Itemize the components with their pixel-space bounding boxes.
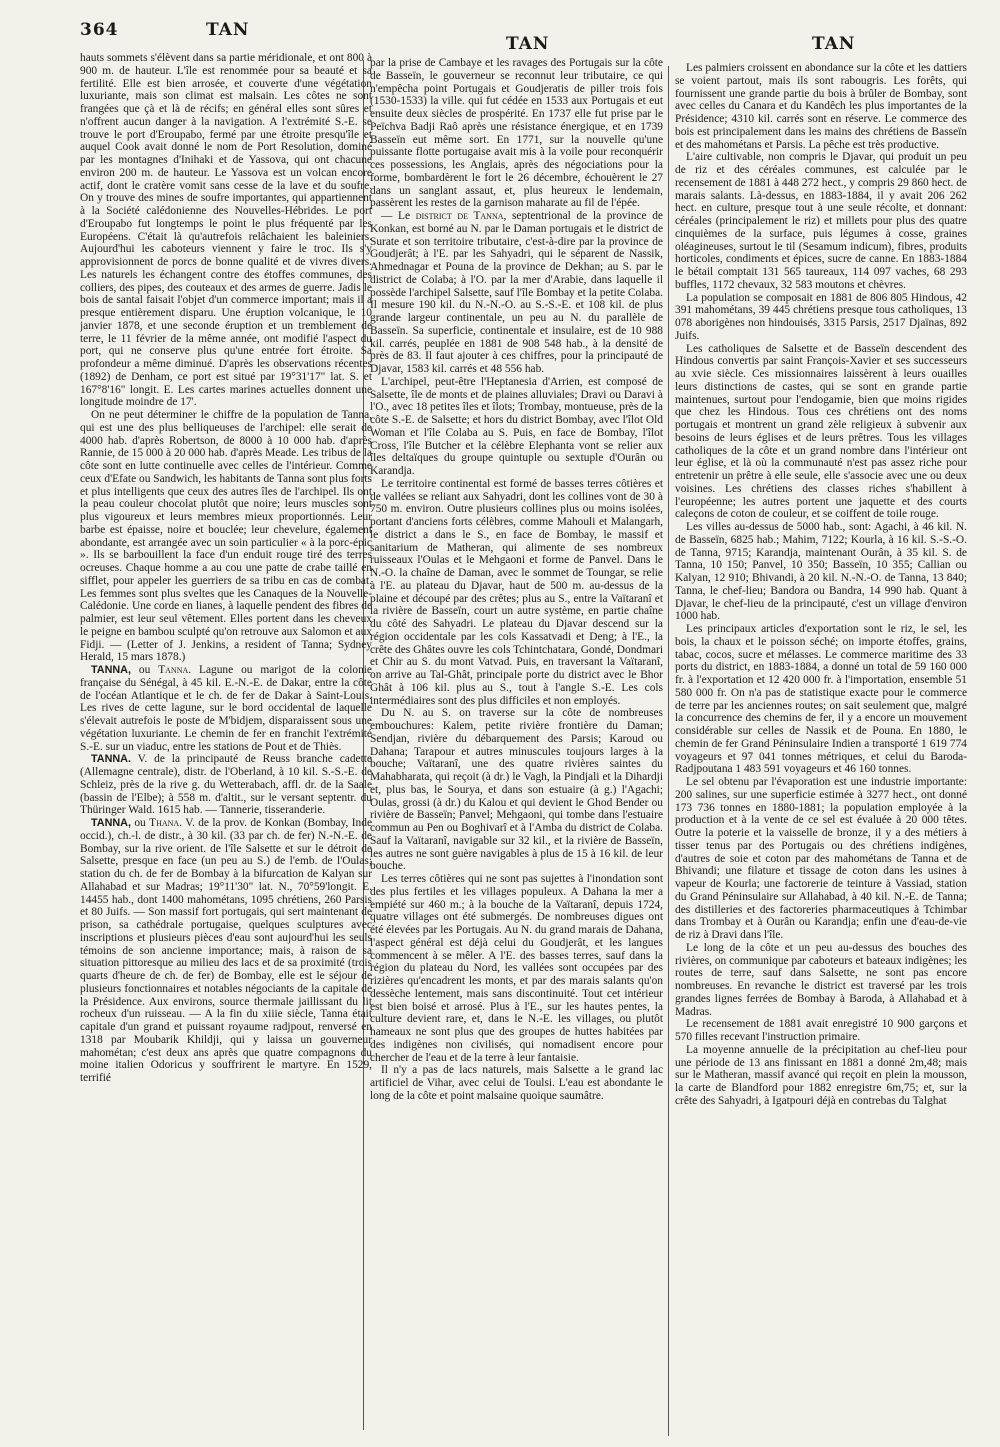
paragraph: La population se composait en 1881 de 806 805 Hindous, 42 391 mahométans, 39 445 chrétiens presque tous catholiques, 13 078 aborigènes non hindouisés, 3315 Parsis, 2517 Djaïnas, 892 Juifs. <box>675 291 967 342</box>
paragraph: L'archipel, peut-être l'Heptanesia d'Arrien, est composé de Salsette, île de monts et de plaines alluviales; Dravi ou Daravi à l'O., avec 18 petites îles et îlots; Trombay, montueuse, près de la côte S.-E. de Salsette; et hors du district Bombay, avec l'îlot Old Woman et l'île Colaba au S. Puis, en face de Bombay, l'îlot Cross, l'île Butcher et la célèbre Elephanta vont se relier aux îles deltaïques du groupe quintuple ou sextuple d'Ourân ou Karandja. <box>370 375 663 477</box>
paragraph: Le long de la côte et un peu au-dessus des bouches des rivières, on communique par caboteurs et bateaux indigènes; les routes de terre, sauf dans Salsette, ne sont pas encore nombreuses. En revanche le district est traversé par les trois grandes lignes ferrées de Bombay à Baroda, à Allahabad et à Madras. <box>675 941 967 1018</box>
paragraph: hauts sommets s'élèvent dans sa partie méridionale, et ont 800 à 900 m. de hauteur. L'île est renommée pour sa beauté et sa fertilité. Elle est bien arrosée, et couverte d'une végétation luxuriante, mais son climat est malsain. Les côtes ne sont frangées que çà et là de récifs; en général elles sont sûres et n'offrent aucun danger à la navigation. A l'extrémité S.-E. se trouve le port d'Eroupabo, fermé par une étroite presqu'île et auquel Cook avait donné le nom de Port Resolution, dominé par les montagnes d'Inihaki et de Yassova, qui ont chacune environ 200 m. de hauteur. Le Yassova est un volcan encore actif, dont le cratère vomit sans cesse de la lave et du soufre. On y trouve des mines de soufre importantes, qui appartiennent à la Société calédonienne des Nouvelles-Hébrides. Le port d'Eroupabo fut longtemps le point le plus fréquenté par les Européens. C'était là qu'autrefois relâchaient les baleiniers. Aujourd'hui les caboteurs viennent y faire le troc. Ils s'y approvisionnent de porcs de bonne qualité et de vivres divers. Les naturels les échangent contre des étoffes communes, des colliers, des pipes, des couteaux et des armes de guerre. Jadis le bois de santal faisait l'objet d'un commerce important; mais il a presque entièrement disparu. Une éruption volcanique, le 10 janvier 1878, et une seconde éruption et un tremblement de terre, le 11 février de la même année, ont modifié l'aspect du port, qui ne conserve plus qu'une entrée fort étroite. Sa profondeur a même diminué. D'après les observations récentes (1892) de Denham, ce port est situé par 19°31'17" lat. S. et 167°8'16" longit. E. Les cartes marines actuelles donnent une longitude moindre de 17'. <box>80 52 372 409</box>
paragraph: Il n'y a pas de lacs naturels, mais Salsette a le grand lac artificiel de Vihar, avec celui de Toulsi. L'eau est abondante le long de la côte et point malsaine quoique saumâtre. <box>370 1064 663 1102</box>
headword: TANNA, <box>91 817 131 829</box>
text-column-3 <box>675 62 967 1447</box>
entry-text: Lagune ou marigot de la colonie française du Sénégal, à 45 kil. E.-N.-E. de Dakar, entre la côte de l'océan Atlantique et le ch. de fer de Dakar à Saint-Louis. Les rives de cette lagune, sur le bord occidental de laquelle s'élevait autrefois le poste de M'bidjem, disparaissent sous une végétation luxuriante. Le chemin de fer en franchit l'extrémité S.-E. sur un viaduc, entre les stations de Pout et de Thiès. <box>80 664 372 753</box>
page-number: 364 <box>80 20 119 40</box>
entry-text: V. de la principauté de Reuss branche cadette (Allemagne centrale), distr. de l'Oberland, à 10 kil. S.-S.-E. de Schleiz, près de la rive g. du Wetterabach, affl. dr. de la Saale (bassin de l'Elbe); à 558 m. d'altit., sur le versant septentr. du Thüringer Wald. 1615 hab. — Tannerie, tisseranderie. <box>80 753 372 817</box>
running-head-right: TAN <box>812 34 856 54</box>
paragraph: Le recensement de 1881 avait enregistré 10 900 garçons et 570 filles recevant l'instruction primaire. <box>675 1018 967 1043</box>
paragraph: Le territoire continental est formé de basses terres côtières et de vallées se reliant aux Sahyadri, dont les collines vont de 30 à 750 m. environ. Outre plusieurs collines plus ou moins isolées, portant d'anciens forts célèbres, comme Mahouli et Malangarh, le district a dans le S., en face de Bombay, le massif et sanitarium de Matheran, qui alimente de ses nombreux ruisseaux l'Oulas et le Mehgaoni et forme de Panvel. Dans le N.-O. la chaîne de Daman, avec le sommet de Toungar, se relie à l'E. au plateau du Djavar, haut de 500 m. au-dessus de la plaine et découpé par des crêtes; plus au S., entre la Vaïtaranî et la rivière de Basseïn, court un autre système, en partie chaîne du côté des Sahyadri. Le plateau du Djavar descend sur la région occidentale par les cols Kassatvadi et Deng; à l'E., la crête des Ghâtes ouvre les cols Tchintchatara, Gondé, Dondmari et Chir au S. du mont Vatvad. Puis, en traversant la Vaïtaranî, on arrive au Tal-Ghât, principale porte du district avec le Bhor Ghât à 106 kil. plus au S., tout à l'angle S.-E. Les cols intermédiaires sont des plus difficiles et non employés. <box>370 477 663 707</box>
paragraph: La moyenne annuelle de la précipitation au chef-lieu pour une période de 13 ans finissant en 1881 a donné 2m,48; mais sur le Matheran, massif avancé qui reçoit en plein la mousson, la carte de Blandford pour 1882 enregistre 6m,75; et, sur la crête des Sahyadri, à Igatpouri déjà en contrebas du Talghat <box>675 1043 967 1107</box>
column-divider <box>668 66 669 1436</box>
paragraph <box>370 210 663 376</box>
headword: TANNA, <box>91 664 131 676</box>
entry-text: , septentrional de la province de Konkan, est borné au N. par le Daman portugais et le district de Surate et son territoire tributaire, c'est-à-dire par la province de Goudjerât; à l'E. par les Sahyadri, qui le séparent de Nassik, Ahmednagar et Pouna de la province de Dekhan; au S. par le district de Colaba; à l'O. par la mer d'Arabie, dans laquelle il possède l'archipel Salsette, sauf l'île Bombay et la petite Colaba. Il mesure 190 kil. du N.-N.-O. au S.-S.-E. et 108 kil. de plus grande largeur continentale, un peu au N. du parallèle de Basseïn. Sa superficie, continentale et insulaire, est de 10 988 kil. carrés, peuplée en 1881 de 908 548 hab., à la densité de près de 83. Il faut ajouter à ces chiffres, pour la principauté de Djavar, 1583 kil. carrés et 48 556 hab. <box>370 210 663 375</box>
headword: TANNA. <box>91 753 131 766</box>
paragraph: Les palmiers croissent en abondance sur la côte et les dattiers se voient partout, mais ils sont rabougris. Les forêts, qui fournissent une grande partie du bois à brûler de Bombay, sont avec celles du Canara et du Kandêch les plus importantes de la Présidence; 4310 kil. carrés sont en réserve. Le commerce des bois est principalement dans les mains des chrétiens de Basseïn et des mahométans et Parsis. La pêche est très productive. <box>675 62 967 151</box>
entry-tanna-reuss <box>80 753 372 817</box>
section-name: district de Tanna <box>415 210 504 222</box>
paragraph: Les catholiques de Salsette et de Basseïn descendent des Hindous convertis par saint François-Xavier et ses successeurs au xvie siècle. Ces missionnaires laissèrent à leurs ouailles leurs distinctions de castes, qui se sont en grande partie maintenues, surtout pour l'endogamie, bien que moins rigides que chez les Hindous. Tous ces chrétiens ont des noms portugais et montrent un grand zèle religieux à subvenir aux besoins de leurs églises et de leurs prêtres. Tous les villages catholiques de la côte et un grand nombre dans l'intérieur ont leur église, et là où la communauté n'est pas assez riche pour entretenir un prêtre à elle seule, elle s'associe avec une ou deux voisines. Les chrétiens des classes riches s'habillent à l'européenne; les autres portent une jaquette et des courts caleçons de coton de couleur, et se coiffent de toile rouge. <box>675 342 967 521</box>
running-head-left: TAN <box>206 20 250 40</box>
variant-name: Tanna <box>158 664 189 676</box>
text-column-2 <box>370 57 663 1442</box>
running-head-center: TAN <box>506 34 550 54</box>
variant-name: Thana <box>149 817 180 829</box>
paragraph: Les principaux articles d'exportation sont le riz, le sel, les bois, la chaux et le poisson séché; on importe étoffes, grains, tabac, cocos, sucre et mélasses. Le commerce maritime des 33 ports du district, en 1883-1884, a donné un total de 59 160 000 fr. à l'exportation et 12 420 000 fr. à l'importation, ensemble 51 580 000 fr. On n'a pas de statistique exacte pour le commerce de terre par les anciennes routes; on sait seulement que, malgré la concurrence des chemins de fer, il y a encore un mouvement considérable sur celles de Nassik et de Pouna. En 1880, le chemin de fer Grand Péninsulaire Indien a transporté 1 619 774 voyageurs et 97 041 tonnes métriques, et celui du Baroda-Radjpoutana 1 483 591 voyageurs et 46 160 tonnes. <box>675 623 967 776</box>
paragraph: par la prise de Cambaye et les ravages des Portugais sur la côte de Basseïn, le gouverneur se reconnut leur tributaire, ce qui n'empêcha point Portugais et Goudjeratis de piller trois fois (1530-1533) la ville. qui fut cédée en 1533 aux Portugais et eut ensuite deux siècles de prospérité. En 1737 elle fut prise par le Peïchva Badji Raô après une résistance énergique, et en 1739 Basseïn eut même sort. En 1771, sur la nouvelle qu'une puissante flotte portugaise avait mis à la voile pour reconquérir ces possessions, les Anglais, après des négociations pour la forme, bombardèrent le fort le 26 décembre, échouèrent le 27 dans un sanglant assaut, et, plus heureux le lendemain, passèrent les restes de la garnison maharate au fil de l'épée. <box>370 57 663 210</box>
paragraph: Les villes au-dessus de 5000 hab., sont: Agachi, à 46 kil. N. de Basseïn, 6825 hab.; Mahim, 7122; Kourla, à 16 kil. S.-S.-O. de Tanna, 9715; Karandja, maintenant Ourân, à 35 kil. S. de Tanna, 10 150; Panvel, 10 350; Basseïn, 10 355; Callian ou Kalyan, 12 910; Bhivandi, à 20 kil. N.-N.-O. de Tanna, 13 840; Tanna, le chef-lieu; Bandora ou Bandra, 14 990 hab. Quant à Djavar, le chef-lieu de la principauté, c'est un village d'environ 1000 hab. <box>675 521 967 623</box>
entry-tanna-senegal: TANNA, ou Tanna. Lagune ou marigot de la colonie française du Sénégal, à 45 kil. E.-N.-E. de Dakar, entre la côte de l'océan Atlantique et le ch. de fer de Dakar à Saint-Louis. Les rives de cette lagune, sur le bord occidental de laquelle s'élevait autrefois le poste de M'bidjem, disparaissent sous une végétation luxuriante. Le chemin de fer en franchit l'extrémité S.-E. sur un viaduc, entre les stations de Pout et de Thiès. <box>80 664 372 753</box>
entry-text: V. de la prov. de Konkan (Bombay, Inde occid.), ch.-l. de distr., à 30 kil. (33 par ch. de fer) N.-N.-E. de Bombay, sur la rive orient. de l'île Salsette et sur le détroit de Salsette, presque en face (un peu au S.) de l'emb. de l'Oulas; station du ch. de fer de Bombay à la bifurcation de Kalyan sur Allahabad et sur Madras; 19°11'30" lat. N., 70°59'longit. E. 14455 hab., dont 1400 mahométans, 1095 chrétiens, 260 Parsis et 80 Juifs. — Son massif fort portugais, qui sert maintenant de prison, sa cathédrale portugaise, quelques sculptures avec inscriptions et plusieurs pièces d'eau sont aujourd'hui les seuls témoins de son ancienne importance; mais, à raison de sa situation pittoresque au milieu des lacs et de sa proximité (trois quarts d'heure de ch. de fer) de Bombay, elle est le séjour de plusieurs fonctionnaires et notables négociants de la capitale de la Présidence. Aux environs, source thermale jaillissant du lit rocheux d'un ruisseau. — A la fin du xiiie siècle, Tanna était capitale d'un grand et puissant royaume radjpout, renversé en 1318 par Moubarik Khildji, qui y laissa un gouverneur mahométan; c'est deux ans après que quatre compagnons du moine italien Odoricus y souffrirent le martyre. En 1529, terrifié <box>80 817 372 1084</box>
paragraph: L'aire cultivable, non compris le Djavar, qui produit un peu de riz et des céréales communes, est calculée par le recensement de 1881 à 448 272 hect., y compris 29 860 hect. de marais salants. Là-dessus, en 1883-1884, il y avait 206 262 hect. en culture, presque tout à une seule récolte, et donnant: céréales (principalement le riz) et millets pour plus des quatre cinquièmes de la surface, puis légumes à cosse, graines oléagineuses, surtout le til (Sesamum indicum), fibres, produits horticoles, condiments et épices, sucre de canne. En 1883-1884 le bétail comptait 131 565 taureaux, 114 097 vaches, 68 293 buffles, 1172 chevaux, 32 583 moutons et chèvres. <box>675 151 967 291</box>
text-column-1 <box>80 52 372 1437</box>
paragraph: Du N. au S. on traverse sur la côte de nombreuses embouchures: Kalem, petite rivière frontière du Daman; Sendjan, rivière du débarquement des Parsis; Karoud ou Dahana; Tarapour et autres minuscules toujours larges à la bouche; Vaïtaranî, une des quatre rivières saintes du Mahabharata, qui reçoit (à dr.) le Vagh, la Pindjali et la Dihardji et, plus bas, le Sourya, et dans son estuaire (à g.) l'Agachi; Oulas, grossi (à dr.) du Kalou et qui devient le Ghod Bender ou rivière de Basseïn; Panvel; Mehgaoni, qui tombe dans l'estuaire commun au Pen ou Boghivarî et à l'Amba du district de Colaba. Sauf la Vaïtaranî, navigable sur 32 kil., et la rivière de Basseïn, les autres ne sont guère navigables à plus de 15 à 16 kil. de leur bouche. <box>370 707 663 873</box>
paragraph: On ne peut déterminer le chiffre de la population de Tanna, qui est une des plus belliqueuses de l'archipel: elle serait de 4000 hab. d'après Robertson, de 8000 à 10 000 hab. d'après Rannie, de 15 000 à 20 000 hab. d'après Meade. Les tribus de la côte sont en lutte continuelle avec celles de l'intérieur. Comme ceux d'Efate ou Sandwich, les habitants de Tanna sont plus forts et plus intelligents que ceux des autres îles de l'archipel. Ils ont la peau couleur chocolat plutôt que noire; leurs muscles sont plus vigoureux et leurs membres mieux proportionnés. Leur barbe est épaisse, noire et bouclée; leur chevelure, également abondante, est arrangée avec un soin particulier « à la porc-épic ». Ils se barbouillent la face d'un enduit rouge tiré des terres ocreuses. Chaque homme a au cou une patte de crabe taillé en sifflet, pour appeler les guerriers de sa tribu en cas de combat. Les femmes sont plus sveltes que les Canaques de la Nouvelle-Calédonie. Une corde en lianes, à laquelle pendent des fibres de palmier, est leur seul vêtement. Elles portent dans les cheveux le peigne en bambou sculpté qu'on retrouve aux Salomon et aux Fidji. — (Letter of J. Jenkins, a resident of Tanna; Sydney Herald, 15 mars 1878.) <box>80 409 372 664</box>
paragraph: Les terres côtières qui ne sont pas sujettes à l'inondation sont des plus fertiles et les villages populeux. A Dahana la mer a empiété sur 460 m.; à la bouche de la Vaïtaranî, depuis 1724, quatre villages ont été submergés. De nombreuses digues ont été élevées par les Portugais. Au N. du grand marais de Dahana, l'aspect général est déjà celui du Goudjerât, et les langues commencent à se mêler. A l'E. des basses terres, sauf dans la région du plateau du Nord, les vallées sont occupées par des rizières qu'encadrent les monts, et par des marais salants qu'on dessèche lentement, mais sans discontinuité. Tout cet intérieur est bien boisé et arrosé. Plus à l'E., sur les hautes pentes, la culture devient rare, et, dans le N.-E. les villages, ou plutôt hameaux ne sont plus que des groupes de huttes habitées par des indigènes non civilisés, qui nomadisent encore pour chercher de l'eau et de la terre à leur fantaisie. <box>370 873 663 1064</box>
entry-tanna-konkan: TANNA, ou Thana. V. de la prov. de Konkan (Bombay, Inde occid.), ch.-l. de distr., à 30 kil. (33 par ch. de fer) N.-N.-E. de Bombay, sur la rive orient. de l'île Salsette et sur le détroit de Salsette, presque en face (un peu au S.) de l'emb. de l'Oulas; station du ch. de fer de Bombay à la bifurcation de Kalyan sur Allahabad et sur Madras; 19°11'30" lat. N., 70°59'longit. E. 14455 hab., dont 1400 mahométans, 1095 chrétiens, 260 Parsis et 80 Juifs. — Son massif fort portugais, qui sert maintenant de prison, sa cathédrale portugaise, quelques sculptures avec inscriptions et plusieurs pièces d'eau sont aujourd'hui les seuls témoins de son ancienne importance; mais, à raison de sa situation pittoresque au milieu des lacs et de sa proximité (trois quarts d'heure de ch. de fer) de Bombay, elle est le séjour de plusieurs fonctionnaires et notables négociants de la capitale de la Présidence. Aux environs, source thermale jaillissant du lit rocheux d'un ruisseau. — A la fin du xiiie siècle, Tanna était capitale d'un grand et puissant royaume radjpout, renversé en 1318 par Moubarik Khildji, qui y laissa un gouverneur mahométan; c'est deux ans après que quatre compagnons du moine italien Odoricus y souffrirent le martyre. En 1529, terrifié <box>80 817 372 1084</box>
lead-text: — Le <box>381 210 411 222</box>
paragraph: Le sel obtenu par l'évaporation est une industrie importante: 200 salines, sur une superficie estimée à 3277 hect., ont donné 173 736 tonnes en 1880-1881; la population employée à la production et à la vente de ce sel est évaluée à 20 000 têtes. Outre la poterie et la vaisselle de bronze, il y a des métiers à tisser tenus par des Portugais ou des chrétiens indigènes, d'autres de soie et coton par des mahométans de Tanna et de Bhivandi; une filature et tissage de coton dans les usines à vapeur de Kourla; une factorerie de teinture à Vassiad, station du Grand Péninsulaire sur Allahabad, à 40 kil. N.-E. de Tanna; des distilleries et des factoreries pharmaceutiques à Tchimbar dans Trombay et à Ourân ou Karandja; enfin une d'eau-de-vie de riz à Dravi dans l'île. <box>675 776 967 941</box>
